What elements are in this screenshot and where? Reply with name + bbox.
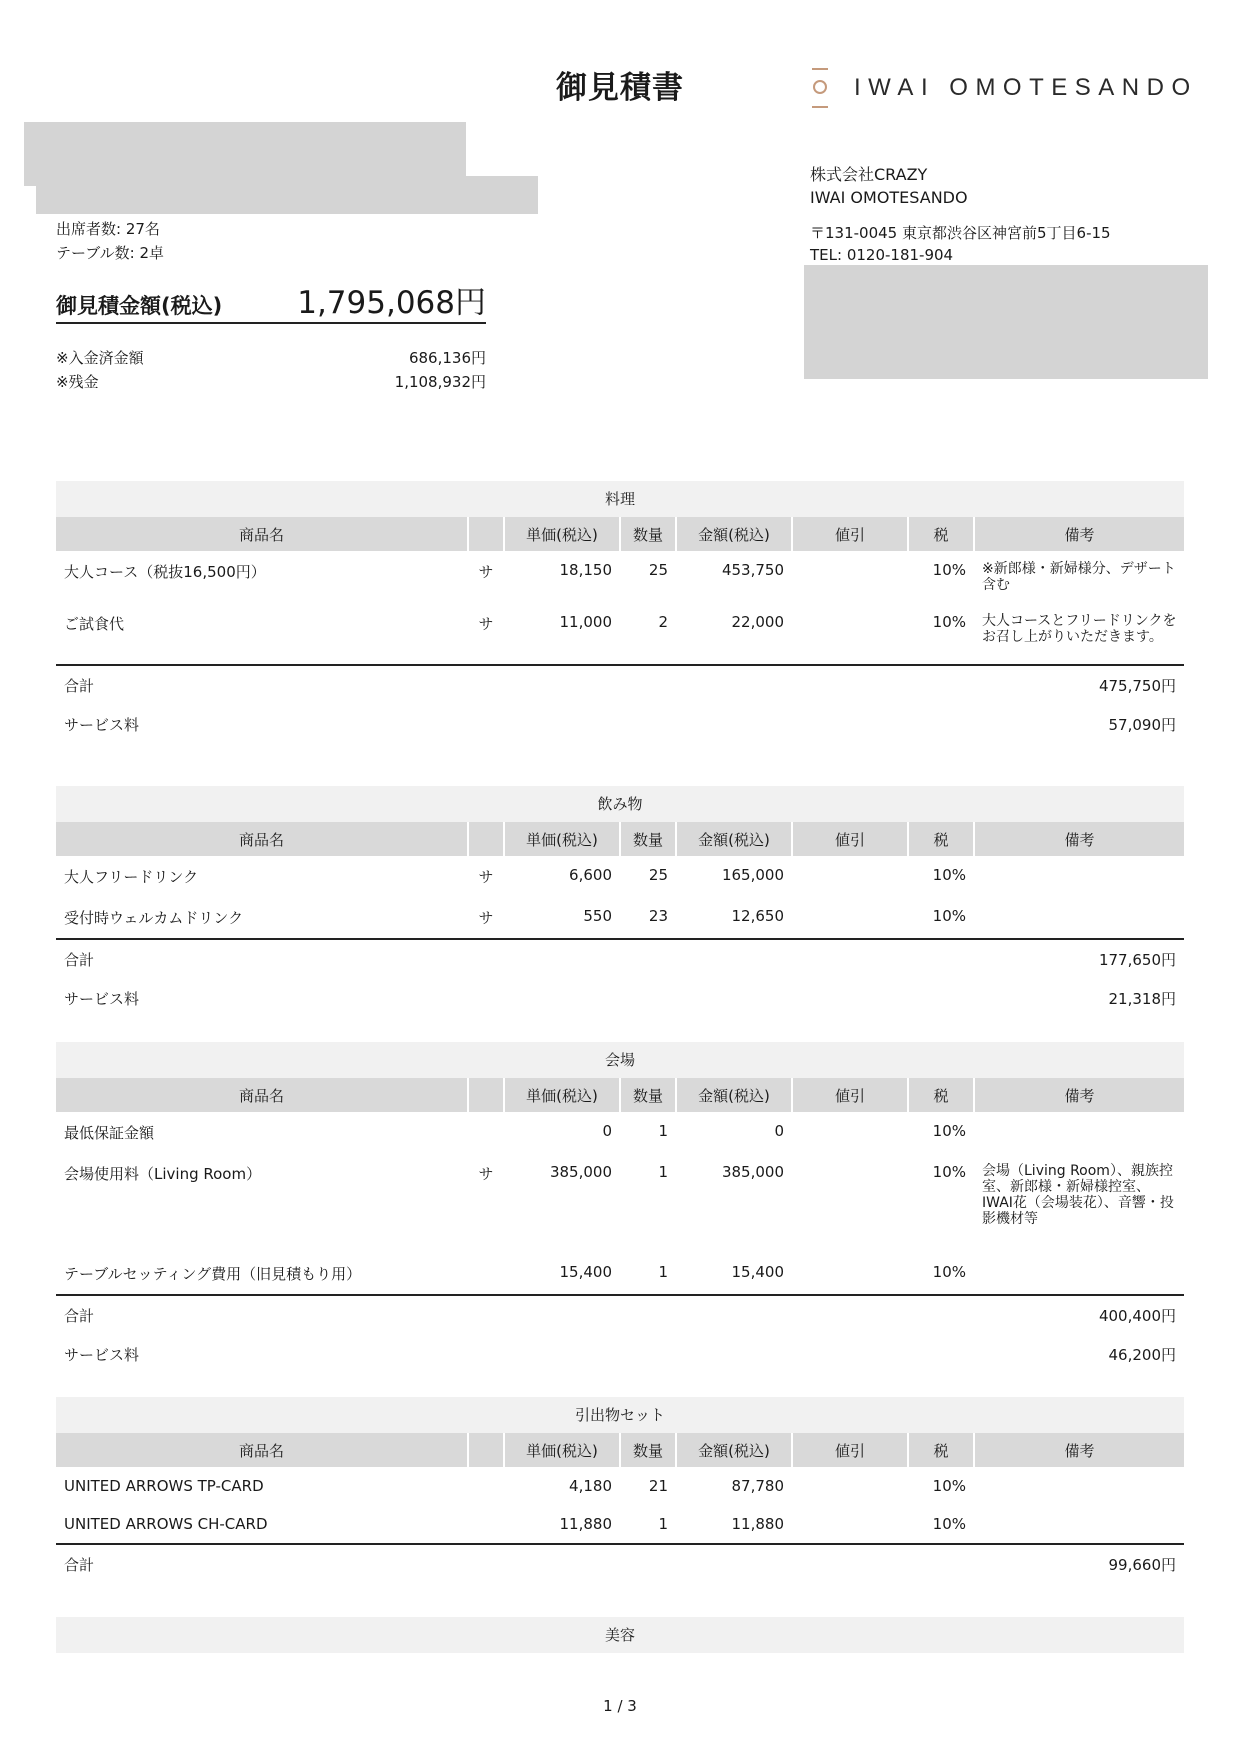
balance-label: ※残金	[56, 373, 99, 391]
service-charge-row	[56, 1335, 1184, 1374]
discount	[792, 1112, 908, 1153]
unit-price: 15,400	[559, 1263, 612, 1281]
service-charge-value: 57,090円	[1108, 716, 1176, 734]
quantity: 2	[658, 613, 668, 631]
section-venue	[56, 1042, 1184, 1374]
col-discount-header: 値引	[792, 1433, 908, 1467]
service-charge-label: サービス料	[64, 1346, 140, 1364]
col-tax-header: 税	[908, 1078, 974, 1112]
subtotal-row	[56, 1295, 1184, 1335]
service-mark: サ	[478, 909, 494, 927]
section-title: 料理	[56, 481, 1184, 517]
items-table	[56, 1433, 1184, 1584]
col-amount-header: 金額(税込)	[676, 517, 792, 551]
table-row	[56, 1253, 1184, 1295]
col-tax-header: 税	[908, 1433, 974, 1467]
subtotal-row	[56, 939, 1184, 979]
table-row	[56, 603, 1184, 665]
items-table	[56, 822, 1184, 1018]
tax-rate: 10%	[932, 1263, 966, 1281]
company-address: 〒131-0045 東京都渋谷区神宮前5丁目6-15	[810, 224, 1111, 242]
unit-price: 385,000	[549, 1163, 612, 1181]
service-mark	[468, 1253, 504, 1295]
item-name: 会場使用料（Living Room）	[64, 1165, 262, 1183]
col-unit-header: 単価(税込)	[504, 1433, 620, 1467]
item-name: UNITED ARROWS CH-CARD	[64, 1515, 268, 1533]
tax-rate: 10%	[932, 1122, 966, 1140]
table-row	[56, 551, 1184, 603]
col-discount-header: 値引	[792, 1078, 908, 1112]
service-charge-row	[56, 979, 1184, 1018]
company-tel: TEL: 0120-181-904	[810, 246, 954, 264]
col-unit-header: 単価(税込)	[504, 822, 620, 856]
amount: 385,000	[721, 1163, 784, 1181]
amount: 165,000	[721, 866, 784, 884]
note: ※新郎様・新婦様分、デザート含む	[982, 561, 1176, 593]
subtotal-row	[56, 1544, 1184, 1584]
col-amount-header: 金額(税込)	[676, 1078, 792, 1112]
item-name: 最低保証金額	[64, 1124, 155, 1142]
items-table	[56, 517, 1184, 744]
col-amount-header: 金額(税込)	[676, 822, 792, 856]
item-name: 大人フリードリンク	[64, 868, 199, 886]
estimate-total	[56, 286, 486, 324]
table-header-row	[56, 1433, 1184, 1467]
col-mark-header	[468, 1433, 504, 1467]
redacted-block	[36, 176, 538, 214]
quantity: 1	[658, 1515, 668, 1533]
section-gifts	[56, 1397, 1184, 1584]
note	[974, 1112, 1184, 1153]
note	[974, 1253, 1184, 1295]
quantity: 1	[658, 1122, 668, 1140]
attendee-count: 出席者数: 27名	[56, 220, 160, 238]
venue-name: IWAI OMOTESANDO	[810, 188, 968, 207]
table-header-row	[56, 1078, 1184, 1112]
subtotal-value: 99,660円	[974, 1544, 1184, 1584]
amount: 87,780	[731, 1477, 784, 1495]
item-name: テーブルセッティング費用（旧見積もり用）	[64, 1265, 362, 1283]
brand-logo	[812, 68, 1198, 108]
table-row	[56, 1112, 1184, 1153]
quantity: 1	[658, 1163, 668, 1181]
redacted-block	[804, 265, 1208, 379]
section-title: 飲み物	[56, 786, 1184, 822]
item-name: 大人コース（税抜16,500円）	[64, 563, 266, 581]
service-mark: サ	[478, 868, 494, 886]
tax-rate: 10%	[932, 1477, 966, 1495]
col-tax-header: 税	[908, 822, 974, 856]
estimate-total-value: 1,795,068円	[297, 285, 486, 321]
service-mark	[468, 1467, 504, 1505]
col-note-header: 備考	[974, 517, 1184, 551]
section-beauty	[56, 1617, 1184, 1653]
col-amount-header: 金額(税込)	[676, 1433, 792, 1467]
items-table	[56, 1078, 1184, 1374]
item-name: 受付時ウェルカムドリンク	[64, 909, 244, 927]
tax-rate: 10%	[932, 1515, 966, 1533]
note	[974, 856, 1184, 897]
col-discount-header: 値引	[792, 517, 908, 551]
paid-label: ※入金済金額	[56, 349, 144, 367]
logo-mark-icon	[812, 68, 828, 108]
unit-price: 11,000	[559, 613, 612, 631]
table-header-row	[56, 517, 1184, 551]
discount	[792, 897, 908, 939]
amount: 12,650	[731, 907, 784, 925]
tax-rate: 10%	[932, 613, 966, 631]
unit-price: 6,600	[569, 866, 612, 884]
quantity: 25	[648, 561, 668, 579]
col-mark-header	[468, 517, 504, 551]
paid-value: 686,136円	[408, 349, 486, 367]
tax-rate: 10%	[932, 1163, 966, 1181]
col-note-header: 備考	[974, 1433, 1184, 1467]
table-row	[56, 1505, 1184, 1544]
subtotal-label: 合計	[56, 1544, 974, 1584]
item-name: ご試食代	[64, 615, 125, 633]
discount	[792, 1153, 908, 1253]
unit-price: 4,180	[569, 1477, 612, 1495]
discount	[792, 856, 908, 897]
section-title: 引出物セット	[56, 1397, 1184, 1433]
discount	[792, 1467, 908, 1505]
service-mark: サ	[478, 1165, 494, 1183]
quantity: 23	[648, 907, 668, 925]
unit-price: 550	[583, 907, 612, 925]
subtotal-label: 合計	[56, 665, 974, 705]
estimate-total-label: 御見積金額(税込)	[56, 294, 223, 318]
document-title: 御見積書	[556, 70, 684, 106]
logo-text: IWAI OMOTESANDO	[854, 74, 1198, 101]
section-title: 会場	[56, 1042, 1184, 1078]
section-food	[56, 481, 1184, 744]
page-number: 1 / 3	[603, 1697, 637, 1715]
quantity: 1	[658, 1263, 668, 1281]
quantity: 21	[648, 1477, 668, 1495]
item-name: UNITED ARROWS TP-CARD	[64, 1477, 264, 1495]
section-title: 美容	[56, 1617, 1184, 1653]
table-row	[56, 897, 1184, 939]
subtotal-row	[56, 665, 1184, 705]
col-discount-header: 値引	[792, 822, 908, 856]
table-row	[56, 1467, 1184, 1505]
quantity: 25	[648, 866, 668, 884]
section-drinks	[56, 786, 1184, 1018]
col-mark-header	[468, 1078, 504, 1112]
note	[974, 1467, 1184, 1505]
service-charge-row	[56, 705, 1184, 744]
discount	[792, 603, 908, 665]
unit-price: 18,150	[559, 561, 612, 579]
table-count: テーブル数: 2卓	[56, 244, 165, 262]
paid-amount-row	[56, 347, 486, 368]
col-name-header: 商品名	[56, 1078, 468, 1112]
subtotal-label: 合計	[56, 1295, 974, 1335]
col-name-header: 商品名	[56, 517, 468, 551]
col-tax-header: 税	[908, 517, 974, 551]
col-name-header: 商品名	[56, 822, 468, 856]
amount: 11,880	[731, 1515, 784, 1533]
subtotal-value: 475,750円	[974, 665, 1184, 705]
discount	[792, 551, 908, 603]
table-row	[56, 856, 1184, 897]
note: 大人コースとフリードリンクをお召し上がりいただきます。	[982, 613, 1177, 645]
subtotal-value: 400,400円	[974, 1295, 1184, 1335]
col-qty-header: 数量	[620, 1433, 676, 1467]
note	[974, 1505, 1184, 1544]
balance-value: 1,108,932円	[394, 373, 486, 391]
col-note-header: 備考	[974, 822, 1184, 856]
unit-price: 0	[602, 1122, 612, 1140]
service-mark	[468, 1112, 504, 1153]
col-note-header: 備考	[974, 1078, 1184, 1112]
subtotal-value: 177,650円	[974, 939, 1184, 979]
table-row	[56, 1153, 1184, 1253]
amount: 0	[774, 1122, 784, 1140]
service-charge-value: 46,200円	[1108, 1346, 1176, 1364]
service-charge-label: サービス料	[64, 990, 140, 1008]
table-header-row	[56, 822, 1184, 856]
amount: 22,000	[731, 613, 784, 631]
col-qty-header: 数量	[620, 822, 676, 856]
service-charge-label: サービス料	[64, 716, 140, 734]
amount: 453,750	[721, 561, 784, 579]
col-mark-header	[468, 822, 504, 856]
company-name: 株式会社CRAZY	[810, 165, 928, 184]
col-unit-header: 単価(税込)	[504, 517, 620, 551]
col-name-header: 商品名	[56, 1433, 468, 1467]
service-charge-value: 21,318円	[1108, 990, 1176, 1008]
discount	[792, 1253, 908, 1295]
unit-price: 11,880	[559, 1515, 612, 1533]
service-mark: サ	[478, 563, 494, 581]
tax-rate: 10%	[932, 866, 966, 884]
tax-rate: 10%	[932, 907, 966, 925]
note: 会場（Living Room）、親族控室、新郎様・新婦様控室、IWAI花（会場装花）、音響・投影機材等	[982, 1163, 1174, 1227]
subtotal-label: 合計	[56, 939, 974, 979]
discount	[792, 1505, 908, 1544]
col-unit-header: 単価(税込)	[504, 1078, 620, 1112]
service-mark: サ	[478, 615, 494, 633]
service-mark	[468, 1505, 504, 1544]
amount: 15,400	[731, 1263, 784, 1281]
col-qty-header: 数量	[620, 1078, 676, 1112]
col-qty-header: 数量	[620, 517, 676, 551]
balance-row	[56, 371, 486, 392]
tax-rate: 10%	[932, 561, 966, 579]
note	[974, 897, 1184, 939]
